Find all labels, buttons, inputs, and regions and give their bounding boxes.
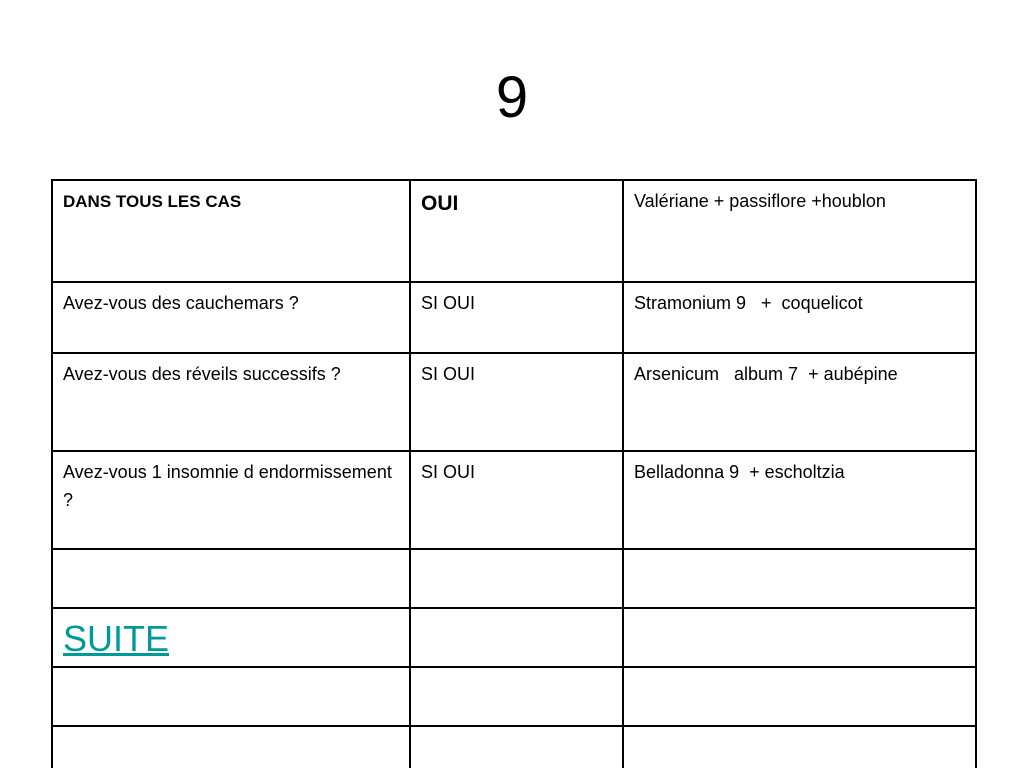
table-row [52,282,976,353]
question-text: Avez-vous 1 insomnie d endormissement ? [63,462,402,510]
empty-cell [623,608,976,667]
table-row [52,353,976,451]
remedy-text: Belladonna 9 + escholtzia [634,462,845,482]
remedy-cell [623,353,976,451]
header-cell-case [52,180,410,282]
empty-cell [52,549,410,608]
empty-cell [623,549,976,608]
empty-cell [410,726,623,768]
header-cell-remedy [623,180,976,282]
question-cell [52,451,410,549]
condition-text: SI OUI [421,364,476,384]
empty-cell [410,608,623,667]
empty-cell [52,726,410,768]
condition-text: SI OUI [421,293,476,313]
question-text: Avez-vous des cauchemars ? [63,293,299,313]
condition-cell [410,451,623,549]
link-cell [52,608,410,667]
table-row-empty [52,726,976,768]
empty-cell [623,726,976,768]
condition-cell [410,353,623,451]
remedy-cell [623,451,976,549]
slide-title: 9 [495,65,529,130]
table-header-row [52,180,976,282]
suite-link[interactable]: SUITE [63,618,170,659]
condition-text: SI OUI [421,462,476,482]
header-case-label: DANS TOUS LES CAS [63,192,242,211]
remedy-table [51,179,977,768]
header-remedy-label: Valériane + passiflore +houblon [634,191,886,211]
remedy-cell [623,282,976,353]
remedy-text: Arsenicum album 7 + aubépine [634,364,898,384]
question-cell [52,353,410,451]
empty-cell [52,667,410,726]
empty-cell [623,667,976,726]
table-row-empty [52,549,976,608]
header-cell-oui [410,180,623,282]
question-text: Avez-vous des réveils successifs ? [63,364,341,384]
condition-cell [410,282,623,353]
table-row-link [52,608,976,667]
table-row-empty [52,667,976,726]
empty-cell [410,667,623,726]
header-oui-label: OUI [421,192,459,215]
question-cell [52,282,410,353]
remedy-text: Stramonium 9 + coquelicot [634,293,863,313]
table-row [52,451,976,549]
empty-cell [410,549,623,608]
